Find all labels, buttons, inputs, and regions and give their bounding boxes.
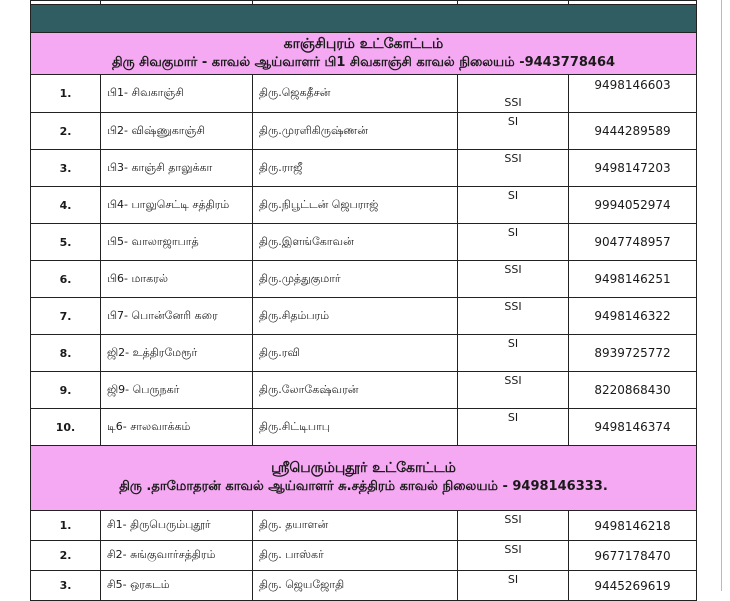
rank-cell: SSI xyxy=(458,541,569,571)
police-contact-table xyxy=(30,0,697,601)
table-row xyxy=(31,150,697,187)
station-cell: டி6- சாலவாக்கம் xyxy=(101,409,253,446)
right-margin-rule xyxy=(721,0,722,591)
row-number: 3. xyxy=(31,571,101,601)
officer-name-cell: திரு.ரவி xyxy=(253,335,458,372)
station-cell: சி1- திருபெரும்புதூர் xyxy=(101,511,253,541)
station-cell: பி3- காஞ்சி தாலுக்கா xyxy=(101,150,253,187)
station-cell: பி4- பாலுசெட்டி சத்திரம் xyxy=(101,187,253,224)
phone-cell: 8220868430 xyxy=(569,372,697,409)
phone-cell: 9498146218 xyxy=(569,511,697,541)
table-row xyxy=(31,298,697,335)
table-row xyxy=(31,409,697,446)
phone-cell: 9445269619 xyxy=(569,571,697,601)
phone-cell: 9047748957 xyxy=(569,224,697,261)
phone-cell: 9677178470 xyxy=(569,541,697,571)
rank-cell: SSI xyxy=(458,372,569,409)
phone-cell: 9444289589 xyxy=(569,113,697,150)
table-row xyxy=(31,372,697,409)
station-cell: பி7- பொன்னேரி கரை xyxy=(101,298,253,335)
table-row xyxy=(31,541,697,571)
rank-cell: SSI xyxy=(458,261,569,298)
row-number: 2. xyxy=(31,113,101,150)
row-number: 3. xyxy=(31,150,101,187)
phone-cell: 9994052974 xyxy=(569,187,697,224)
phone-cell: 9498146322 xyxy=(569,298,697,335)
officer-name-cell: திரு.சிதம்பரம் xyxy=(253,298,458,335)
table-row xyxy=(31,261,697,298)
rank-cell: SSI xyxy=(458,150,569,187)
rank-cell: SSI xyxy=(458,298,569,335)
phone-cell: 8939725772 xyxy=(569,335,697,372)
officer-name-cell: திரு.நிபூட்டன் ஜெபராஜ் xyxy=(253,187,458,224)
station-cell: பி2- விஷ்ணுகாஞ்சி xyxy=(101,113,253,150)
rank-cell: SI xyxy=(458,335,569,372)
row-number: 9. xyxy=(31,372,101,409)
phone-cell: 9498146251 xyxy=(569,261,697,298)
section-header xyxy=(31,446,697,511)
table-row xyxy=(31,113,697,150)
table-row xyxy=(31,224,697,261)
rank-cell: SSI xyxy=(458,75,569,113)
section-title: ஸ்ரீபெரும்புதூர் உட்கோட்டம் xyxy=(271,460,456,476)
rank-cell: SI xyxy=(458,113,569,150)
row-number: 8. xyxy=(31,335,101,372)
table-row xyxy=(31,335,697,372)
row-number: 1. xyxy=(31,75,101,113)
officer-name-cell: திரு.இளங்கோவன் xyxy=(253,224,458,261)
table-row xyxy=(31,511,697,541)
phone-cell: 9498146603 xyxy=(569,75,697,113)
station-cell: ஜி9- பெருநகர் xyxy=(101,372,253,409)
row-number: 10. xyxy=(31,409,101,446)
station-cell: சி5- ஒரகடம் xyxy=(101,571,253,601)
officer-name-cell: திரு.முத்துகுமார் xyxy=(253,261,458,298)
officer-name-cell: திரு.சிட்டிபாபு xyxy=(253,409,458,446)
dark-band-row xyxy=(31,5,697,33)
row-number: 4. xyxy=(31,187,101,224)
phone-cell: 9498147203 xyxy=(569,150,697,187)
station-cell: ஜி2- உத்திரமேரூர் xyxy=(101,335,253,372)
section-title: காஞ்சிபுரம் உட்கோட்டம் xyxy=(283,36,444,52)
table-row xyxy=(31,187,697,224)
section-subtitle: திரு சிவகுமார் - காவல் ஆய்வாளர் பி1 சிவகாஞ்சி காவல் நிலையம் -9443778464 xyxy=(111,55,616,70)
row-number: 7. xyxy=(31,298,101,335)
phone-cell: 9498146374 xyxy=(569,409,697,446)
station-cell: பி5- வாலாஜாபாத் xyxy=(101,224,253,261)
officer-name-cell: திரு.ராஜீ xyxy=(253,150,458,187)
row-number: 1. xyxy=(31,511,101,541)
rank-cell: SI xyxy=(458,187,569,224)
officer-name-cell: திரு. தயாளன் xyxy=(253,511,458,541)
section-subtitle: திரு .தாமோதரன் காவல் ஆய்வாளர் சு.சத்திரம் காவல் நிலையம் - 9498146333. xyxy=(119,479,608,494)
row-number: 2. xyxy=(31,541,101,571)
rank-cell: SSI xyxy=(458,511,569,541)
section-header xyxy=(31,33,697,75)
rank-cell: SI xyxy=(458,571,569,601)
officer-name-cell: திரு.லோகேஷ்வரன் xyxy=(253,372,458,409)
rank-cell: SI xyxy=(458,409,569,446)
officer-name-cell: திரு.ஜெகதீசன் xyxy=(253,75,458,113)
rank-cell: SI xyxy=(458,224,569,261)
station-cell: சி2- சுங்குவார்சத்திரம் xyxy=(101,541,253,571)
officer-name-cell: திரு.முரளிகிருஷ்ணன் xyxy=(253,113,458,150)
officer-name-cell: திரு. பாஸ்கர் xyxy=(253,541,458,571)
row-number: 6. xyxy=(31,261,101,298)
officer-name-cell: திரு. ஜெயஜோதி xyxy=(253,571,458,601)
row-number: 5. xyxy=(31,224,101,261)
station-cell: பி1- சிவகாஞ்சி xyxy=(101,75,253,113)
table-row xyxy=(31,571,697,601)
station-cell: பி6- மாகரல் xyxy=(101,261,253,298)
table-row xyxy=(31,75,697,113)
